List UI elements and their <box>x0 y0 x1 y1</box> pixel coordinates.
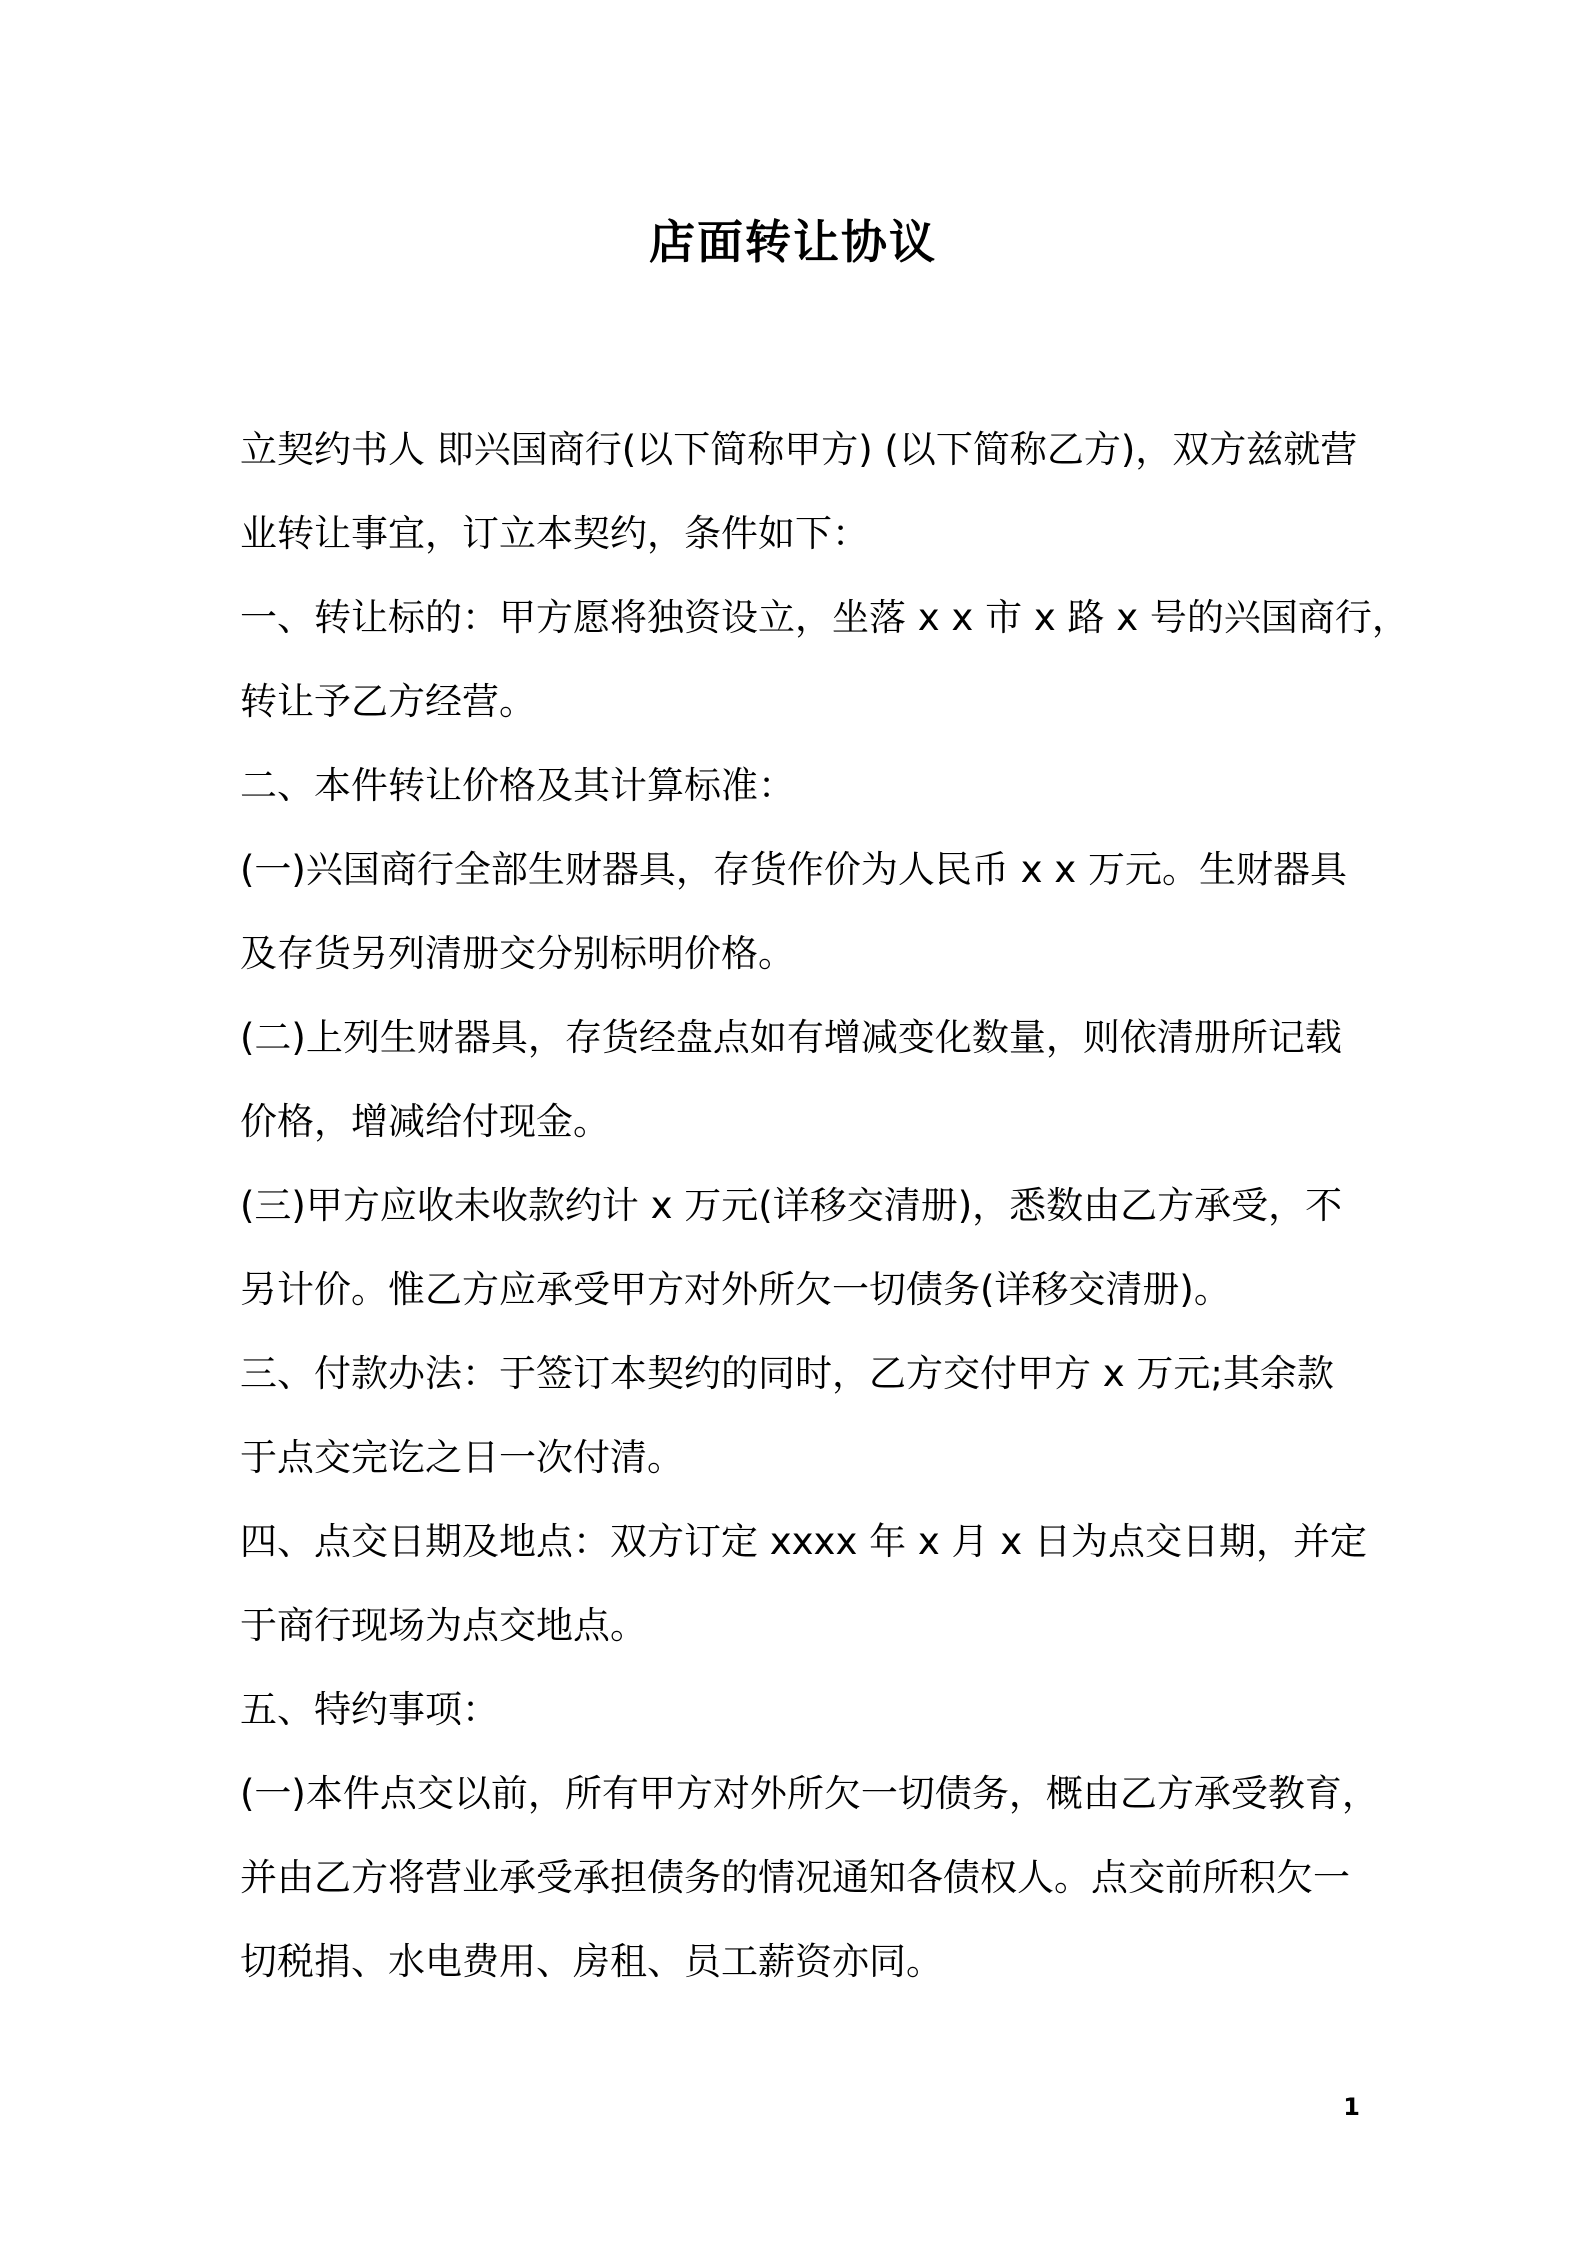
text-line: 并由乙方将营业承受承担债务的情况通知各债权人。点交前所积欠一 <box>240 1856 1350 1899</box>
text-line: 于商行现场为点交地点。 <box>240 1604 647 1647</box>
document-body <box>240 408 1409 2004</box>
text-line: 四、点交日期及地点：双方订定 xxxx 年 x 月 x 日为点交日期，并定 <box>240 1520 1367 1563</box>
text-line: 价格，增减给付现金。 <box>240 1100 610 1143</box>
text-line: 五、特约事项： <box>240 1688 499 1731</box>
text-line: 立契约书人 即兴国商行(以下简称甲方) (以下简称乙方)，双方兹就营 <box>240 428 1358 471</box>
text-line: 三、付款办法：于签订本契约的同时，乙方交付甲方 x 万元;其余款 <box>240 1352 1334 1395</box>
text-line: (二)上列生财器具，存货经盘点如有增减变化数量，则依清册所记载 <box>240 1016 1342 1059</box>
document-title: 店面转让协议 <box>649 215 937 269</box>
text-line: 二、本件转让价格及其计算标准： <box>240 764 795 807</box>
text-line: 转让予乙方经营。 <box>240 680 536 723</box>
text-line: 一、转让标的：甲方愿将独资设立，坐落 x x 市 x 路 x 号的兴国商行， <box>240 596 1409 639</box>
text-line: (一)兴国商行全部生财器具，存货作价为人民币 x x 万元。生财器具 <box>240 848 1347 891</box>
text-line: 切税捐、水电费用、房租、员工薪资亦同。 <box>240 1940 943 1983</box>
text-line: 业转让事宜，订立本契约，条件如下： <box>240 512 869 555</box>
text-line: (一)本件点交以前，所有甲方对外所欠一切债务，概由乙方承受教育， <box>240 1772 1379 1815</box>
text-line: 于点交完讫之日一次付清。 <box>240 1436 684 1479</box>
text-line: (三)甲方应收未收款约计 x 万元(详移交清册)，悉数由乙方承受，不 <box>240 1184 1343 1227</box>
text-line: 及存货另列清册交分别标明价格。 <box>240 932 795 975</box>
page-number: 1 <box>1343 2093 1360 2121</box>
text-line: 另计价。惟乙方应承受甲方对外所欠一切债务(详移交清册)。 <box>240 1268 1231 1311</box>
